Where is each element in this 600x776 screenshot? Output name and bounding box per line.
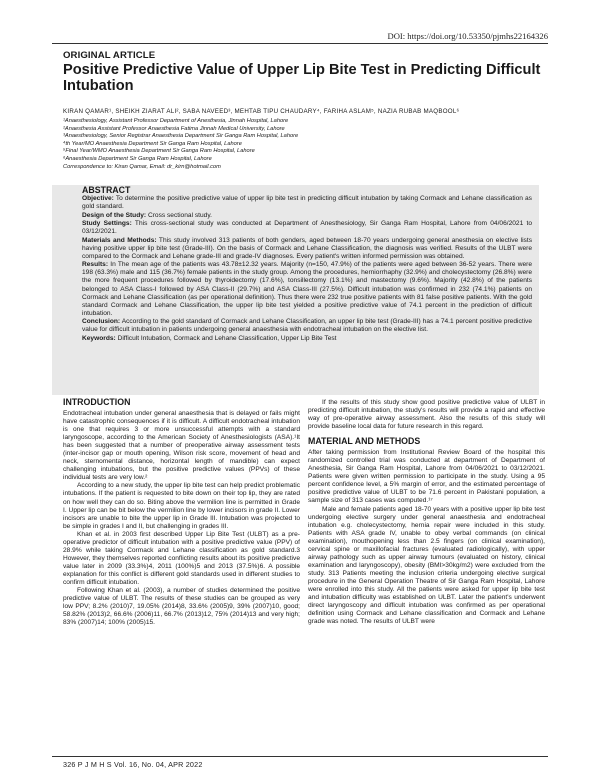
abstract-settings: Study Settings: This cross-sectional study was conducted at Department of Anesthesiology, Sir Ganga Ram Hospital, Lahore from 04/06/2021 to 03/12/2021. xyxy=(82,220,533,236)
abstract-heading: ABSTRACT xyxy=(82,185,131,195)
intro-paragraph: Khan et al. in 2003 first described Upper Lip Bite Test (ULBT) as a pre- operative predictor of difficult intubation with a positive predictive value (PPV) of 28.9% while taking Cormack and Lehane classification as gold standard.3 However, they themselves reported conflicting results about its positive predictive value later in 2009 (33.3%)4, 2011 (100%)5 and 2013 (37.5%)6. A possible explanation for this conflict is different gold standards used in different studies to confirm difficult intubation. xyxy=(63,530,300,586)
affiliation-line: ⁵Final Year/WMO Anaesthesia Department Sir Ganga Ram Hospital, Lahore xyxy=(63,148,255,155)
intro-paragraph: Endotracheal intubation under general anaesthesia that is delayed or fails might have catastrophic consequences if it is difficult. A difficult endotracheal intubation is one that requires 3 or more unsuccessful attempts with a standard laryngoscope, according to the American Society of Anesthesiologists (ASA).¹It has been suggested that a number of preoperative airway assessment tests (inter-incisor gap or mouth opening, Wilson risk score, movement of head and neck, sternomental distance, horizontal length of mandible) can expect challenging intubations, but the positive predictive values (PPVs) of these individual tests are very low.² xyxy=(63,410,300,482)
page-footer: 326 P J M H S Vol. 16, No. 04, APR 2022 xyxy=(63,760,203,769)
affiliation-line: ³Anaesthesiology, Senior Registrar Anaesthesia Department Sir Ganga Ram Hospital, Lahore xyxy=(63,133,299,140)
affiliations xyxy=(63,118,543,171)
abstract-results: Results: In The mean age of the patients was 43.78±12.32 years. Majority (n=150, 47.9%) of the patients were aged between 36-52 years. There were 198 (63.3%) male and 115 (36.7%) female patients in the study group. Among the procedures, herniorrhaphy (32.9%) and cholecystectomy (26.8%) were the more frequent procedures followed by thyroidectomy (17.6%), tonsillectomy (13.1%) and mastectomy (9.6%). Majority (42.8%) of the patients belonged to ASA Class-I followed by ASA Class-II (29.7%) and ASA Class-III (27.5%). Difficult intubation was confirmed in 232 (74.1%) patients on Cormack and Lehane Classification (as per operational definition). Thus there were 232 true positive patients with 81 false positive patients. With the gold standard Cormack and Lehane Classification, the upper lip bite test yielded a positive predictive value of 74.1 percent in the prediction of difficult intubation. xyxy=(82,261,532,317)
abstract-objective: Objective: To determine the positive predictive value of upper lip bite test in predicting difficult intubation by taking Cormack and Lehane classification as gold standard. xyxy=(82,195,532,211)
methods-paragraph: Male and female patients aged 18-70 years with a positive upper lip bite test undergoing elective surgery under general anaesthesia and endotracheal intubation e.g. cholecystectomy, hernia repair were included in this study. Patients with ASA grade IV, unable to obey verbal commands (on clinical examination), mouthopening less than 2.5 fingers (on clinical examination), cervical spine or maxillofacial fractures (evaluated radiologically), with upper airway pathology such as upper airway tumours (evaluated on history, clinical examination and laryngoscopy), obesity (BMI>30kg/m2) were excluded from the study. 313 Patients meeting the inclusion criteria undergoing elective surgical procedure in the General Operation Theatre of Sir Ganga Ram Hospital, Lahore were enrolled into this study. All the patients were asked for upper lip bite test and intubation difficulty was established on ULBT. Later the patient's underwent direct laryngoscopy and difficult intubation was confirmed as per operational definition using Cormack and Lehane classification and Cormack and Lehane grade was noted. The results of ULBT were xyxy=(308,505,545,626)
author-list: KIRAN QAMAR¹, SHEIKH ZIARAT ALI², SABA NAVEED³, MEHTAB TIPU CHAUDARY⁴, FARIHA ASLAM⁵, NAZIA RUBAB MAQBOOL⁶ xyxy=(63,108,460,115)
abstract-design: Design of the Study: Cross sectional study. xyxy=(82,211,212,219)
left-column xyxy=(63,398,300,627)
correspondence-line: Correspondence to: Kiran Qamar, Email: dr_kirn@hotmail.com xyxy=(63,163,221,170)
abstract-box xyxy=(52,185,539,395)
intro-paragraph: According to a new study, the upper lip bite test can help predict problematic intubations. If the patient is requested to bite down on their top lip, they are rated on how well they can do so. Biting above the vermilion line is permitted in Grade I. Upper lip can be bit below the vermilion line by lower incisors in grade II. Lower incisors are unable to bite the upper lip in Grade III. Intubation was projected to be simple in grades I and II, but challenging in grades III. xyxy=(63,482,300,530)
doi-line: DOI: https://doi.org/10.53350/pjmhs22164326 xyxy=(387,31,548,41)
affiliation-line: ⁴th Year/MO Anaesthesia Department Sir Ganga Ram Hospital, Lahore xyxy=(63,140,242,147)
introduction-heading: INTRODUCTION xyxy=(63,397,131,407)
abstract-conclusion: Conclusion: According to the gold standard of Cormack and Lehane Classification, an upper lip bite test (Grade-III) has a 74.1 percent positive predictive value for difficult intubation in patients undergoing general anaesthesia with endotracheal intubation on the elective list. xyxy=(82,318,533,334)
footer-rule xyxy=(52,756,548,757)
intro-paragraph: If the results of this study show good positive predictive value of ULBT in predicting difficult intubation, the study's results will provide a rapid and effective way of pre-operative airway assessment. Also the results of this study will provide baseline local data for future research in this regard. xyxy=(308,399,545,431)
affiliation-line: ⁶Anaesthesia Department Sir Ganga Ram Hospital, Lahore xyxy=(63,155,212,162)
abstract-keywords: Keywords: Difficult Intubation, Cormack and Lehane Classification, Upper Lip Bite Test xyxy=(82,334,337,342)
intro-paragraph: Following Khan et al. (2003), a number of studies determined the positive predictive value of ULBT. The results of these studies can be grouped as very low PPV; 8.2% (2010)7, 19.05% (2014)8, 33.6% (2005)9, 39% (2007)10, good; 58.82% (2013)2, 66.6% (2006)11, 66.7% (2013)12, 75% (2014)13 and very high; 83% (2007)14; 100% (2005)15. xyxy=(63,587,300,627)
page-title: Positive Predictive Value of Upper Lip Bite Test in Predicting Difficult Intubation xyxy=(63,62,541,94)
article-type: ORIGINAL ARTICLE xyxy=(63,50,156,61)
methods-heading: MATERIAL AND METHODS xyxy=(308,436,421,447)
affiliation-line: ²Anaesthesia Assistant Professor Anaesthesia Fatima Jinnah Medical University, Lahore xyxy=(63,125,285,132)
header-rule xyxy=(52,43,548,44)
abstract-methods: Materials and Methods: This study involved 313 patients of both genders, aged between 18-70 years undergoing general anesthesia on elective lists having positive upper lip bite test (Grade-III). On the basis of Cormack and Lehane Classification, the diagnosis was verified. Results of the ULBT were compared to the Cormack and Lehane grade-III and grade-IV diagnoses. Every patient's written informed permission was obtained. xyxy=(82,236,532,260)
affiliation-line: ¹Anaesthesiology, Assistant Professor Department of Anesthesia, Jinnah Hospital, Lahore xyxy=(63,118,289,124)
methods-paragraph: After taking permission from Institutional Review Board of the hospital this randomized controlled trial was conducted at department of Department of Anesthesia, Sir Ganga Ram Hospital, Lahore from 04/06/2021 to 03/12/2021. Patients were given written permission to participate in the study. Using a 95 percent confidence level, a 5% margin of error, and the estimated percentage of positive predictive value of ULBT to be 71.6 percent in Pakistani population, a sample size of 313 cases was computed.¹⁷ xyxy=(308,449,545,505)
right-column xyxy=(308,399,545,626)
